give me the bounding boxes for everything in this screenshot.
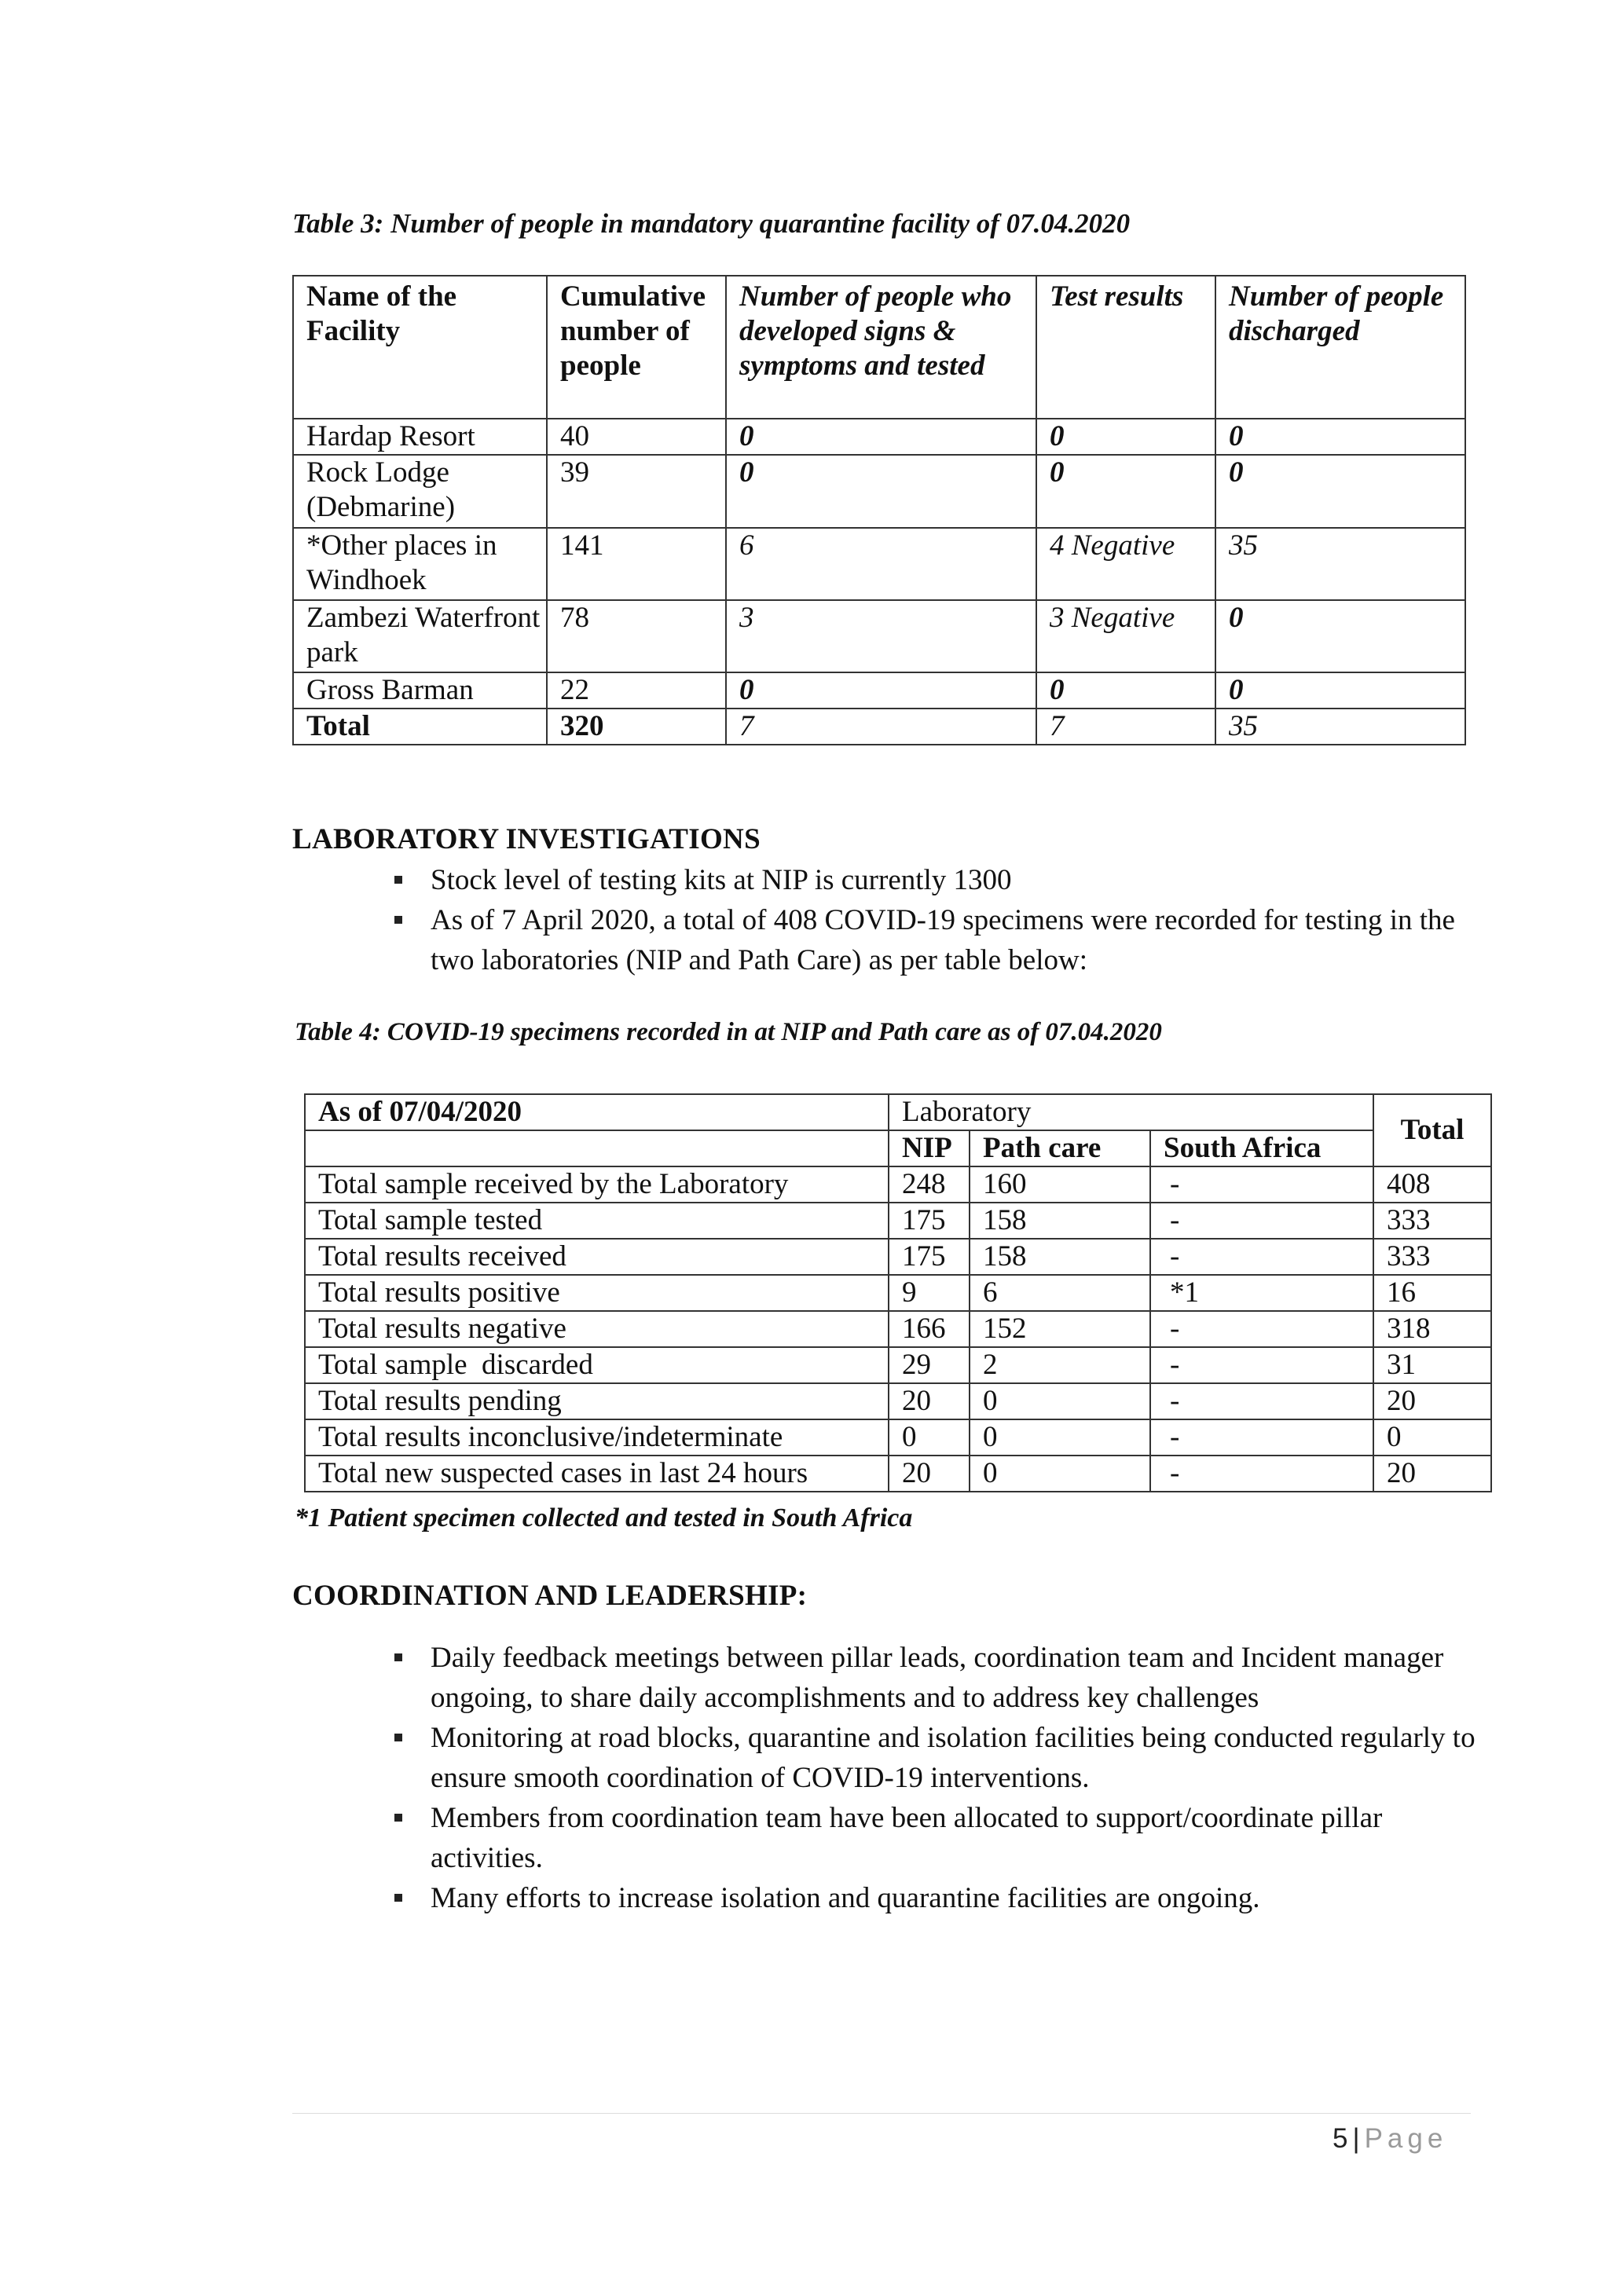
row-label: Total results negative xyxy=(305,1311,889,1347)
table-total-row xyxy=(293,709,1465,745)
symptoms-count: 0 xyxy=(726,455,1036,528)
total-header: Total xyxy=(1373,1094,1491,1166)
row-label: Total results inconclusive/indeterminate xyxy=(305,1419,889,1456)
header-cumulative: Cumulative number of people xyxy=(547,276,726,419)
bullet-text: Stock level of testing kits at NIP is currently 1300 xyxy=(431,864,1012,896)
path-care-value: 0 xyxy=(970,1456,1150,1492)
header-path-care: Path care xyxy=(970,1130,1150,1166)
cumulative-count: 40 xyxy=(547,419,726,455)
page-label: Page xyxy=(1364,2123,1448,2154)
nip-value: 248 xyxy=(889,1166,970,1203)
page-number-value: 5 xyxy=(1333,2123,1348,2154)
laboratory-header: Laboratory xyxy=(889,1094,1373,1130)
table-row xyxy=(305,1456,1491,1492)
header-south-africa: South Africa xyxy=(1150,1130,1373,1166)
test-result: 4 Negative xyxy=(1036,528,1215,600)
footer-divider xyxy=(292,2113,1471,2114)
total-value: 333 xyxy=(1373,1203,1491,1239)
laboratory-heading: LABORATORY INVESTIGATIONS xyxy=(292,823,761,855)
specimens-table xyxy=(304,1093,1492,1492)
table-subheader-row xyxy=(305,1130,1491,1166)
table-row xyxy=(305,1239,1491,1275)
path-care-value: 0 xyxy=(970,1419,1150,1456)
path-care-value: 160 xyxy=(970,1166,1150,1203)
discharged-count: 0 xyxy=(1215,600,1465,672)
cumulative-count: 39 xyxy=(547,455,726,528)
row-label: Total sample discarded xyxy=(305,1347,889,1383)
list-item xyxy=(385,900,1485,980)
symptoms-count: 6 xyxy=(726,528,1036,600)
south-africa-value: - xyxy=(1150,1347,1373,1383)
bullet-square-icon xyxy=(394,1814,402,1822)
cumulative-count: 141 xyxy=(547,528,726,600)
page-number xyxy=(1333,2123,1447,2155)
total-value: 20 xyxy=(1373,1456,1491,1492)
south-africa-value: *1 xyxy=(1150,1275,1373,1311)
coordination-bullet-list xyxy=(385,1638,1485,1918)
nip-value: 20 xyxy=(889,1383,970,1419)
bullet-text: Members from coordination team have been allocated to support/coordinate pillar activities. xyxy=(431,1802,1383,1874)
page-separator: | xyxy=(1352,2123,1360,2154)
south-africa-value: - xyxy=(1150,1311,1373,1347)
nip-value: 175 xyxy=(889,1239,970,1275)
table3-caption: Table 3: Number of people in mandatory quarantine facility of 07.04.2020 xyxy=(292,208,1131,239)
header-test-results: Test results xyxy=(1036,276,1215,419)
list-item xyxy=(385,1638,1485,1718)
bullet-text: As of 7 April 2020, a total of 408 COVID-19 specimens were recorded for testing in the two laboratories (NIP and Path Care) as per table below: xyxy=(431,904,1455,976)
total-value: 333 xyxy=(1373,1239,1491,1275)
discharged-count: 35 xyxy=(1215,528,1465,600)
list-item xyxy=(385,1718,1485,1798)
table-header-row xyxy=(293,276,1465,419)
table4-footnote: *1 Patient specimen collected and tested in South Africa xyxy=(295,1503,913,1532)
nip-value: 20 xyxy=(889,1456,970,1492)
bullet-square-icon xyxy=(394,876,402,884)
symptoms-count: 7 xyxy=(726,709,1036,745)
header-symptoms-tested: Number of people who developed signs & symptoms and tested xyxy=(726,276,1036,419)
bullet-square-icon xyxy=(394,1894,402,1902)
test-result: 0 xyxy=(1036,455,1215,528)
empty-header-cell xyxy=(305,1130,889,1166)
test-result: 0 xyxy=(1036,419,1215,455)
nip-value: 166 xyxy=(889,1311,970,1347)
south-africa-value: - xyxy=(1150,1456,1373,1492)
cumulative-count: 78 xyxy=(547,600,726,672)
table-row xyxy=(305,1203,1491,1239)
header-discharged: Number of people discharged xyxy=(1215,276,1465,419)
facility-name: Total xyxy=(293,709,547,745)
facility-name: *Other places in Windhoek xyxy=(293,528,547,600)
table-row xyxy=(305,1419,1491,1456)
facility-name: Hardap Resort xyxy=(293,419,547,455)
bullet-square-icon xyxy=(394,1653,402,1661)
total-value: 0 xyxy=(1373,1419,1491,1456)
row-label: Total results pending xyxy=(305,1383,889,1419)
table-row xyxy=(305,1166,1491,1203)
facility-name: Zambezi Waterfront park xyxy=(293,600,547,672)
total-value: 318 xyxy=(1373,1311,1491,1347)
path-care-value: 158 xyxy=(970,1239,1150,1275)
nip-value: 175 xyxy=(889,1203,970,1239)
list-item xyxy=(385,1878,1485,1918)
bullet-square-icon xyxy=(394,916,402,924)
symptoms-count: 0 xyxy=(726,419,1036,455)
path-care-value: 152 xyxy=(970,1311,1150,1347)
coordination-heading: COORDINATION AND LEADERSHIP: xyxy=(292,1580,808,1612)
discharged-count: 35 xyxy=(1215,709,1465,745)
path-care-value: 6 xyxy=(970,1275,1150,1311)
row-label: Total sample received by the Laboratory xyxy=(305,1166,889,1203)
row-label: Total sample tested xyxy=(305,1203,889,1239)
symptoms-count: 0 xyxy=(726,672,1036,709)
table-header-row xyxy=(305,1094,1491,1130)
total-value: 16 xyxy=(1373,1275,1491,1311)
table-row xyxy=(293,672,1465,709)
bullet-text: Daily feedback meetings between pillar leads, coordination team and Incident manager ongoing, to share daily accomplishments and to address key challenges xyxy=(431,1642,1444,1714)
total-value: 20 xyxy=(1373,1383,1491,1419)
discharged-count: 0 xyxy=(1215,419,1465,455)
south-africa-value: - xyxy=(1150,1166,1373,1203)
facility-name: Rock Lodge (Debmarine) xyxy=(293,455,547,528)
south-africa-value: - xyxy=(1150,1419,1373,1456)
south-africa-value: - xyxy=(1150,1203,1373,1239)
list-item xyxy=(385,1798,1485,1878)
facility-name: Gross Barman xyxy=(293,672,547,709)
table-row xyxy=(293,600,1465,672)
cumulative-count: 22 xyxy=(547,672,726,709)
table-row xyxy=(305,1311,1491,1347)
south-africa-value: - xyxy=(1150,1383,1373,1419)
path-care-value: 0 xyxy=(970,1383,1150,1419)
bullet-text: Monitoring at road blocks, quarantine and isolation facilities being conducted regularly to ensure smooth coordination of COVID-19 interventions. xyxy=(431,1722,1476,1794)
bullet-square-icon xyxy=(394,1734,402,1741)
row-label: Total results received xyxy=(305,1239,889,1275)
table-row xyxy=(305,1347,1491,1383)
discharged-count: 0 xyxy=(1215,672,1465,709)
header-facility-name: Name of the Facility xyxy=(293,276,547,419)
test-result: 7 xyxy=(1036,709,1215,745)
nip-value: 29 xyxy=(889,1347,970,1383)
quarantine-facility-table xyxy=(292,275,1466,745)
table-row xyxy=(293,528,1465,600)
list-item xyxy=(385,860,1485,900)
header-nip: NIP xyxy=(889,1130,970,1166)
discharged-count: 0 xyxy=(1215,455,1465,528)
path-care-value: 2 xyxy=(970,1347,1150,1383)
total-value: 31 xyxy=(1373,1347,1491,1383)
table4-caption: Table 4: COVID-19 specimens recorded in at NIP and Path care as of 07.04.2020 xyxy=(295,1018,1162,1046)
table-row xyxy=(293,455,1465,528)
south-africa-value: - xyxy=(1150,1239,1373,1275)
row-label: Total results positive xyxy=(305,1275,889,1311)
laboratory-bullet-list xyxy=(385,860,1485,980)
bullet-text: Many efforts to increase isolation and quarantine facilities are ongoing. xyxy=(431,1882,1260,1914)
symptoms-count: 3 xyxy=(726,600,1036,672)
test-result: 3 Negative xyxy=(1036,600,1215,672)
row-label: Total new suspected cases in last 24 hours xyxy=(305,1456,889,1492)
total-value: 408 xyxy=(1373,1166,1491,1203)
as-of-header: As of 07/04/2020 xyxy=(305,1094,889,1130)
table-row xyxy=(293,419,1465,455)
table-row xyxy=(305,1275,1491,1311)
test-result: 0 xyxy=(1036,672,1215,709)
nip-value: 0 xyxy=(889,1419,970,1456)
table-row xyxy=(305,1383,1491,1419)
path-care-value: 158 xyxy=(970,1203,1150,1239)
cumulative-count: 320 xyxy=(547,709,726,745)
nip-value: 9 xyxy=(889,1275,970,1311)
